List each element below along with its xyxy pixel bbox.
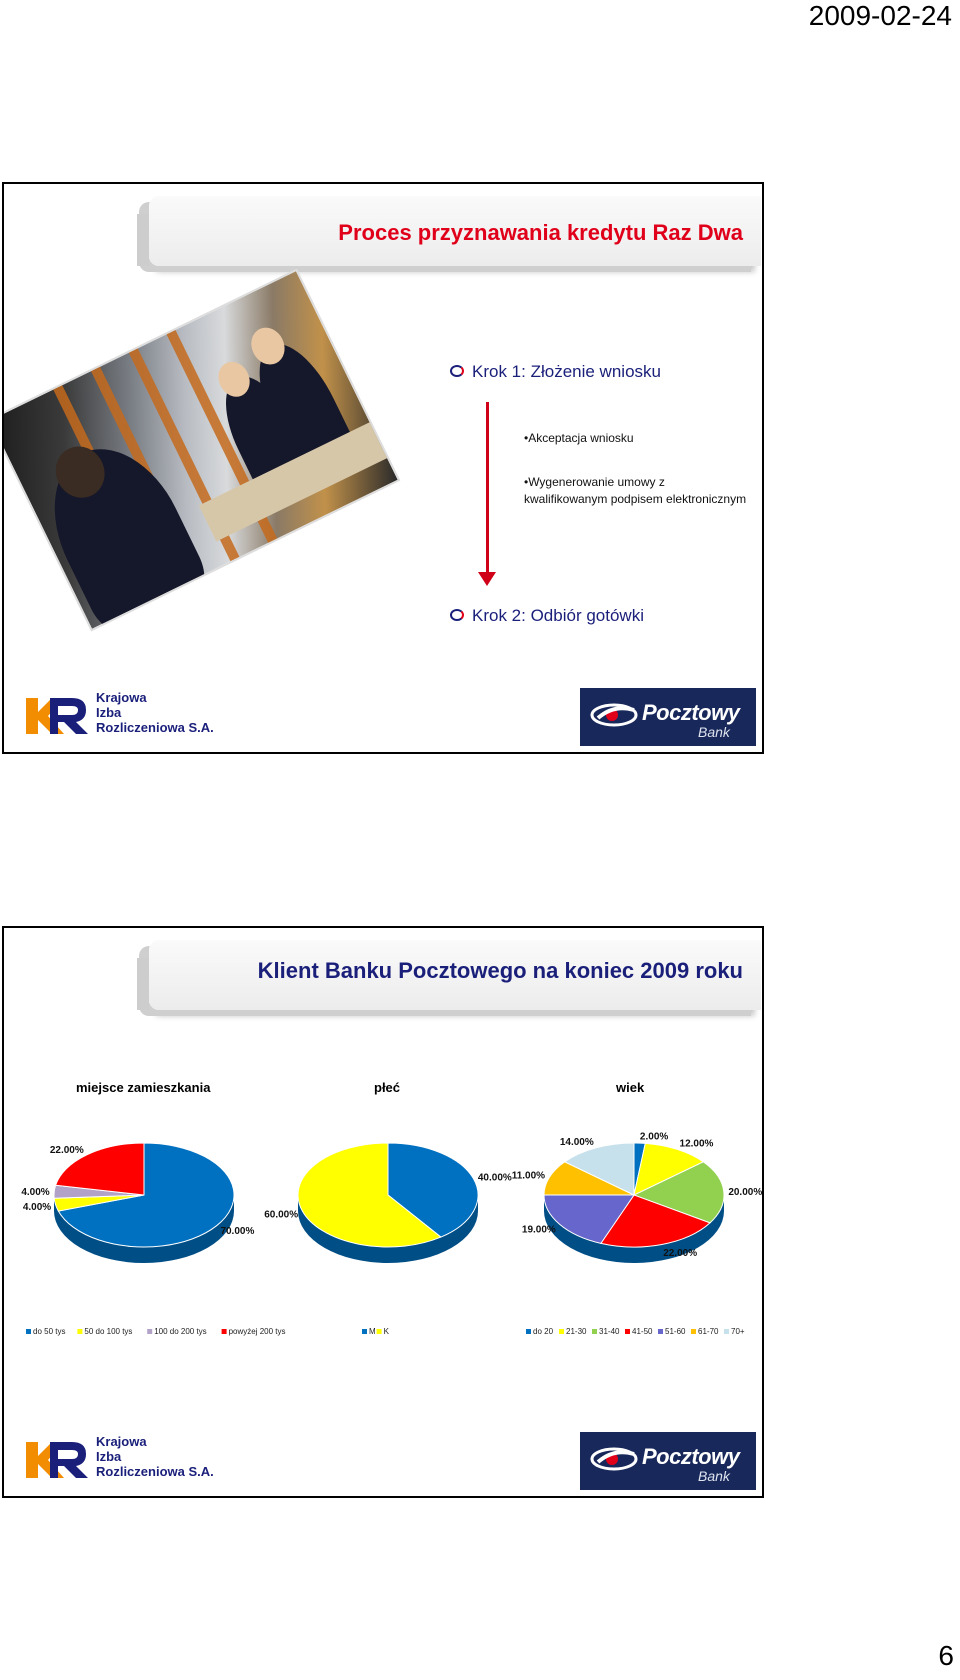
data-label: 22.00% xyxy=(663,1247,698,1259)
kir-line2: Izba xyxy=(96,1449,122,1464)
legend-swatch xyxy=(691,1329,696,1334)
legend-label: do 50 tys xyxy=(33,1327,66,1336)
pb-logo-sub: Bank xyxy=(698,724,730,740)
down-arrow-line xyxy=(486,402,489,578)
sub-step-contract-line2: kwalifikowanym podpisem elektronicznym xyxy=(524,492,747,506)
legend-swatch xyxy=(77,1329,82,1334)
kir-logo-icon xyxy=(24,1440,90,1480)
data-label: 60.00% xyxy=(264,1209,299,1221)
legend-label: 70+ xyxy=(731,1327,745,1336)
data-label: 19.00% xyxy=(521,1224,556,1236)
pb-logo-sub: Bank xyxy=(698,1468,730,1484)
data-label: 4.00% xyxy=(22,1202,52,1214)
pb-eye-icon xyxy=(590,702,638,728)
page-number: 6 xyxy=(938,1640,954,1671)
pocztowy-bank-logo xyxy=(580,1432,756,1490)
legend-label: do 20 xyxy=(533,1327,554,1336)
legend-swatch xyxy=(559,1329,564,1334)
legend-label: K xyxy=(383,1327,389,1336)
down-arrow-icon xyxy=(478,572,496,586)
data-label: 11.00% xyxy=(511,1170,546,1182)
kir-line1: Krajowa xyxy=(96,1434,147,1449)
legend-label: 61-70 xyxy=(698,1327,719,1336)
legend-swatch xyxy=(147,1329,152,1334)
kir-logo-text xyxy=(96,690,214,735)
pie-charts xyxy=(4,1078,764,1478)
legend-label: 41-50 xyxy=(632,1327,653,1336)
bullet-icon xyxy=(450,609,464,621)
legend-swatch xyxy=(625,1329,630,1334)
step-1-text: Krok 1: Złożenie wniosku xyxy=(472,362,661,381)
legend-swatch xyxy=(658,1329,663,1334)
kir-line1: Krajowa xyxy=(96,690,147,705)
kir-logo xyxy=(24,690,244,742)
slide-title: Proces przyznawania kredytu Raz Dwa xyxy=(338,220,743,245)
step-2-text: Krok 2: Odbiór gotówki xyxy=(472,606,644,625)
title-bar xyxy=(149,196,761,266)
data-label: 20.00% xyxy=(728,1187,763,1199)
pb-eye-icon xyxy=(590,1446,638,1472)
legend-swatch xyxy=(526,1329,531,1334)
sub-step-acceptance: •Akceptacja wniosku xyxy=(524,431,634,445)
pb-logo-name: Pocztowy xyxy=(642,700,740,725)
data-label: 12.00% xyxy=(679,1138,714,1150)
kir-line3: Rozliczeniowa S.A. xyxy=(96,720,214,735)
data-label: 4.00% xyxy=(21,1187,50,1199)
slide-title: Klient Banku Pocztowego na koniec 2009 roku xyxy=(257,958,743,983)
legend-label: powyżej 200 tys xyxy=(228,1327,286,1336)
slide-credit-process xyxy=(2,182,764,754)
legend-label: M xyxy=(369,1327,376,1336)
chart-title: płeć xyxy=(374,1080,401,1095)
data-label: 2.00% xyxy=(639,1131,669,1143)
legend-label: 51-60 xyxy=(665,1327,686,1336)
chart-title: miejsce zamieszkania xyxy=(76,1080,211,1095)
legend-label: 50 do 100 tys xyxy=(84,1327,133,1336)
kir-logo xyxy=(24,1434,244,1486)
pocztowy-bank-logo xyxy=(580,688,756,746)
data-label: 70.00% xyxy=(220,1226,255,1238)
kir-logo-text xyxy=(96,1434,214,1479)
legend-label: 31-40 xyxy=(599,1327,620,1336)
kir-logo-icon xyxy=(24,696,90,736)
legend-swatch xyxy=(724,1329,729,1334)
data-label: 22.00% xyxy=(49,1144,84,1156)
data-label: 14.00% xyxy=(559,1136,594,1148)
legend-label: 21-30 xyxy=(566,1327,587,1336)
bullet-icon xyxy=(450,365,464,377)
legend-swatch xyxy=(222,1329,227,1334)
sub-step-contract xyxy=(524,474,746,508)
office-photo xyxy=(2,269,400,632)
page-date: 2009-02-24 xyxy=(808,0,952,31)
data-label: 40.00% xyxy=(477,1172,512,1184)
step-2-label xyxy=(450,606,644,626)
kir-line3: Rozliczeniowa S.A. xyxy=(96,1464,214,1479)
sub-step-contract-line1: •Wygenerowanie umowy z xyxy=(524,475,665,489)
legend-swatch xyxy=(377,1329,382,1334)
chart-title: wiek xyxy=(616,1080,645,1095)
legend-label: 100 do 200 tys xyxy=(154,1327,207,1336)
legend-swatch xyxy=(362,1329,367,1334)
legend-swatch xyxy=(592,1329,597,1334)
title-bar xyxy=(149,940,761,1010)
slide-client-stats xyxy=(2,926,764,1498)
kir-line2: Izba xyxy=(96,705,122,720)
pb-logo-name: Pocztowy xyxy=(642,1444,740,1469)
legend-swatch xyxy=(26,1329,31,1334)
step-1-label xyxy=(450,362,661,382)
